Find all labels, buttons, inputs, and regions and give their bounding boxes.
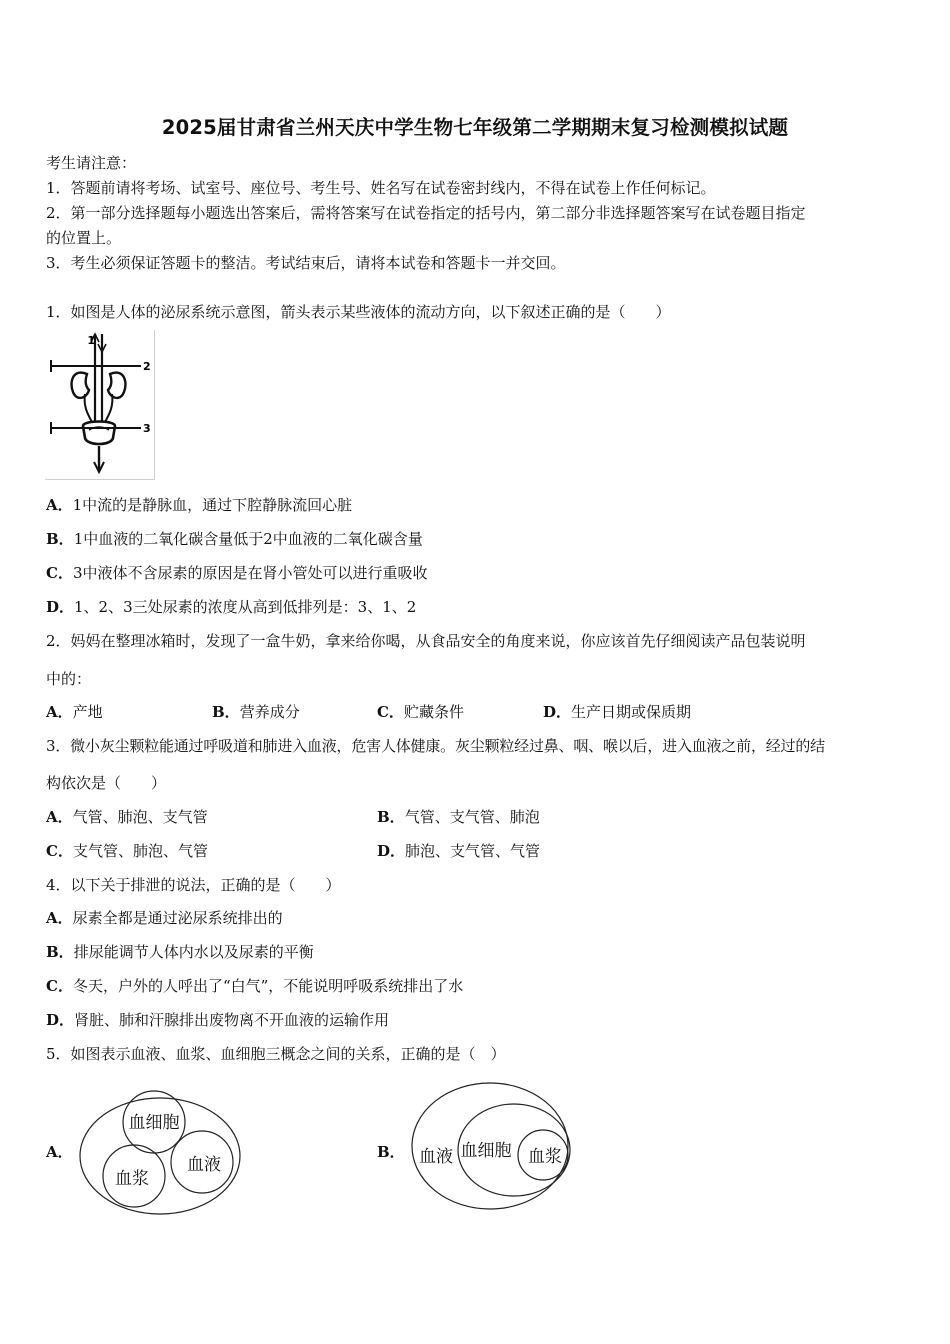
venn-diagram-b (410, 1080, 574, 1212)
notice-item-2-cont: 的位置上。 (46, 229, 122, 247)
q1-option-d-text: 1、2、3三处尿素的浓度从高到低排列是：3、1、2 (74, 598, 417, 616)
q4-option-c-label: C． (46, 977, 73, 995)
q5-option-a-label: A． (46, 1143, 73, 1161)
q4-option-d (46, 1009, 389, 1030)
q3-option-b-label: B． (377, 808, 405, 826)
q4-stem: 4．以下关于排泄的说法，正确的是（ ） (46, 876, 341, 894)
q2-stem-line1: 2．妈妈在整理冰箱时，发现了一盒牛奶，拿来给你喝，从食品安全的角度来说，你应该首先仔细阅读产品包装说明 (46, 632, 806, 650)
q2-option-c-text: 贮藏条件 (403, 703, 464, 721)
q1-option-c-label: C． (46, 564, 73, 582)
q3-option-d (377, 840, 540, 861)
q3-stem-line1: 3．微小灰尘颗粒能通过呼吸道和肺进入血液，危害人体健康。灰尘颗粒经过鼻、咽、喉以后，进入血液之前，经过的结 (46, 737, 825, 755)
q5-option-b-label: B． (377, 1143, 405, 1161)
q1-option-b-label: B． (46, 530, 74, 548)
q1-option-d (46, 596, 416, 617)
q4-option-a-label: A． (46, 909, 73, 927)
q3-option-c-text: 支气管、肺泡、气管 (72, 842, 208, 860)
q3-stem-line2: 构依次是（ ） (46, 774, 167, 792)
q3-option-d-label: D． (377, 842, 406, 860)
figure-label-3: 3 (143, 422, 151, 435)
exam-title: 2025届甘肃省兰州天庆中学生物七年级第二学期期末复习检测模拟试题 (161, 116, 789, 139)
q5-stem: 5．如图表示血液、血浆、血细胞三概念之间的关系，正确的是（ ） (46, 1045, 506, 1063)
q2-option-b-text: 营养成分 (239, 703, 300, 721)
q1-option-c (46, 562, 428, 583)
q3-option-b (377, 806, 540, 827)
q4-option-b-text: 排尿能调节人体内水以及尿素的平衡 (73, 943, 314, 961)
q2-option-b-label: B． (212, 703, 240, 721)
q2-option-a-text: 产地 (72, 703, 103, 721)
q1-option-d-label: D． (46, 598, 75, 616)
q2-option-c (377, 701, 464, 722)
q1-option-c-text: 3中液体不含尿素的原因是在肾小管处可以进行重吸收 (72, 564, 428, 582)
q3-option-a-label: A． (46, 808, 73, 826)
notice-heading: 考生请注意： (46, 154, 137, 172)
figure-label-2: 2 (143, 360, 151, 373)
venn-a-left-label: 血浆 (115, 1169, 149, 1189)
q1-option-a (46, 494, 352, 515)
q3-option-c (46, 840, 208, 861)
q4-option-d-label: D． (46, 1011, 75, 1029)
q2-option-c-label: C． (377, 703, 404, 721)
q2-option-a-label: A． (46, 703, 73, 721)
q3-option-a (46, 806, 208, 827)
q3-option-d-text: 肺泡、支气管、气管 (405, 842, 541, 860)
q1-option-a-text: 1中流的是静脉血，通过下腔静脉流回心脏 (72, 496, 353, 514)
q4-option-a (46, 907, 283, 928)
q2-option-a (46, 701, 103, 722)
q1-option-a-label: A． (46, 496, 73, 514)
venn-a-top-label: 血细胞 (128, 1113, 180, 1133)
q2-option-b (212, 701, 300, 722)
urinary-system-diagram (45, 330, 155, 480)
notice-item-3: 3．考生必须保证答题卡的整洁。考试结束后，请将本试卷和答题卡一并交回。 (46, 254, 566, 272)
q1-stem: 1．如图是人体的泌尿系统示意图，箭头表示某些液体的流动方向，以下叙述正确的是（ ） (46, 303, 671, 321)
q4-option-b-label: B． (46, 943, 74, 961)
notice-item-1: 1．答题前请将考场、试室号、座位号、考生号、姓名写在试卷密封线内，不得在试卷上作任何标记。 (46, 179, 716, 197)
q4-option-b (46, 941, 314, 962)
q4-option-d-text: 肾脏、肺和汗腺排出废物离不开血液的运输作用 (74, 1011, 390, 1029)
urinary-system-figure (45, 330, 155, 480)
venn-b-outer-label: 血液 (419, 1147, 453, 1167)
venn-diagram-a (78, 1090, 244, 1220)
q2-option-d-label: D． (543, 703, 572, 721)
venn-b-inner-label: 血浆 (528, 1147, 562, 1167)
q1-option-b-text: 1中血液的二氧化碳含量低于2中血液的二氧化碳含量 (73, 530, 423, 548)
figure-label-1: 1 (87, 334, 95, 347)
q4-option-c (46, 975, 463, 996)
q3-option-c-label: C． (46, 842, 73, 860)
q3-option-b-text: 气管、支气管、肺泡 (404, 808, 540, 826)
q2-option-d-text: 生产日期或保质期 (571, 703, 692, 721)
q1-option-b (46, 528, 423, 549)
q4-option-c-text: 冬天，户外的人呼出了“白气”，不能说明呼吸系统排出了水 (72, 977, 464, 995)
venn-b-middle-label: 血细胞 (460, 1141, 512, 1161)
notice-item-2: 2．第一部分选择题每小题选出答案后，需将答案写在试卷指定的括号内，第二部分非选择题答案写在试卷题目指定 (46, 204, 806, 222)
venn-a-right-label: 血液 (187, 1155, 221, 1175)
q2-option-d (543, 701, 691, 722)
q3-option-a-text: 气管、肺泡、支气管 (72, 808, 208, 826)
q4-option-a-text: 尿素全都是通过泌尿系统排出的 (72, 909, 283, 927)
q2-stem-line2: 中的： (46, 670, 92, 688)
